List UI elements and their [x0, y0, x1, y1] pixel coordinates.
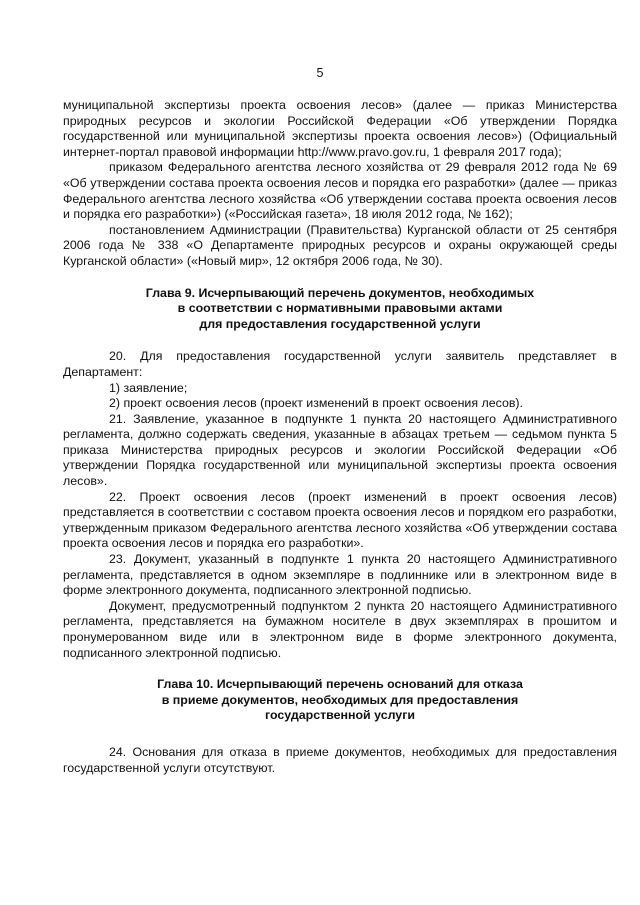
intro-paragraph-2: приказом Федерального агентства лесного хозяйства от 29 февраля 2012 года № 69 «Об утверждении состава проекта освоения лесов и порядка его разработки» (далее — приказ Федерального агентства лесного хозяйства «Об утверждении состава проекта освоения лесов и порядка его разработки») («Российская газета», 18 июля 2012 года, № 162);: [63, 160, 617, 222]
chapter-10-title-line-3: государственной услуги: [265, 708, 415, 723]
chapter-10-title-line-2: в приеме документов, необходимых для предоставления: [161, 692, 519, 707]
intro-paragraph-1: муниципальной экспертизы проекта освоения лесов» (далее — приказ Министерства природных ресурсов и экологии Российской Федерации «Об утверждении Порядка государственной или муниципальной экспертизы проекта освоения лесов») (Официальный интернет-портал правовой информации http://www.pravo.gov.ru, 1 февраля 2017 года);: [63, 98, 617, 159]
page-number: 5: [316, 66, 324, 80]
paragraph-20-item-1: 1) заявление;: [109, 380, 188, 395]
intro-paragraph-3: постановлением Администрации (Правительства) Курганской области от 25 сентября 2006 года № 338 «О Департаменте природных ресурсов и охраны окружающей среды Курганской области» («Новый мир», 12 октября 2006 года, № 30).: [63, 222, 617, 268]
paragraph-24: 24. Основания для отказа в приеме документов, необходимых для предоставления государственной услуги отсутствуют.: [63, 744, 617, 775]
chapter-10-heading: [63, 677, 617, 724]
chapter-9-heading: [63, 286, 617, 333]
paragraph-23-second: Документ, предусмотренный подпунктом 2 пункта 20 настоящего Административного регламента, представляется на бумажном носителе в двух экземплярах в прошитом и пронумерованном виде или в электронном виде в форме электронного документа, подписанного электронной подписью.: [63, 598, 617, 660]
chapter-9-title-line-2: в соответствии с нормативными правовыми актами: [177, 301, 503, 316]
chapter-10-title-line-1: Глава 10. Исчерпывающий перечень оснований для отказа: [157, 677, 523, 692]
paragraph-21: 21. Заявление, указанное в подпункте 1 пункта 20 настоящего Административного регламента, должно содержать сведения, указанные в абзацах третьем — седьмом пункта 5 приказа Министерства природных ресурсов и экологии Российской Федерации «Об утверждении Порядка государственной или муниципальной экспертизы проекта освоения лесов».: [63, 411, 617, 489]
document-body: [63, 98, 617, 776]
paragraph-20: 20. Для предоставления государственной услуги заявитель представляет в Департамент:: [63, 349, 617, 379]
chapter-9-title-line-1: Глава 9. Исчерпывающий перечень документов, необходимых: [145, 285, 535, 300]
chapter-9-title-line-3: для предоставления государственной услуги: [199, 316, 481, 331]
paragraph-23: 23. Документ, указанный в подпункте 1 пункта 20 настоящего Административного регламента, представляется в одном экземпляре в подлиннике или в электронном виде в форме электронного документа, подписанного электронной подписью.: [63, 552, 617, 598]
paragraph-22: 22. Проект освоения лесов (проект изменений в проект освоения лесов) представляется в соответствии с составом проекта освоения лесов и порядком его разработки, утвержденным приказом Федерального агентства лесного хозяйства «Об утверждении состава проекта освоения лесов и порядка его разработки».: [63, 489, 617, 551]
paragraph-20-item-2: 2) проект освоения лесов (проект изменений в проект освоения лесов).: [109, 396, 523, 411]
